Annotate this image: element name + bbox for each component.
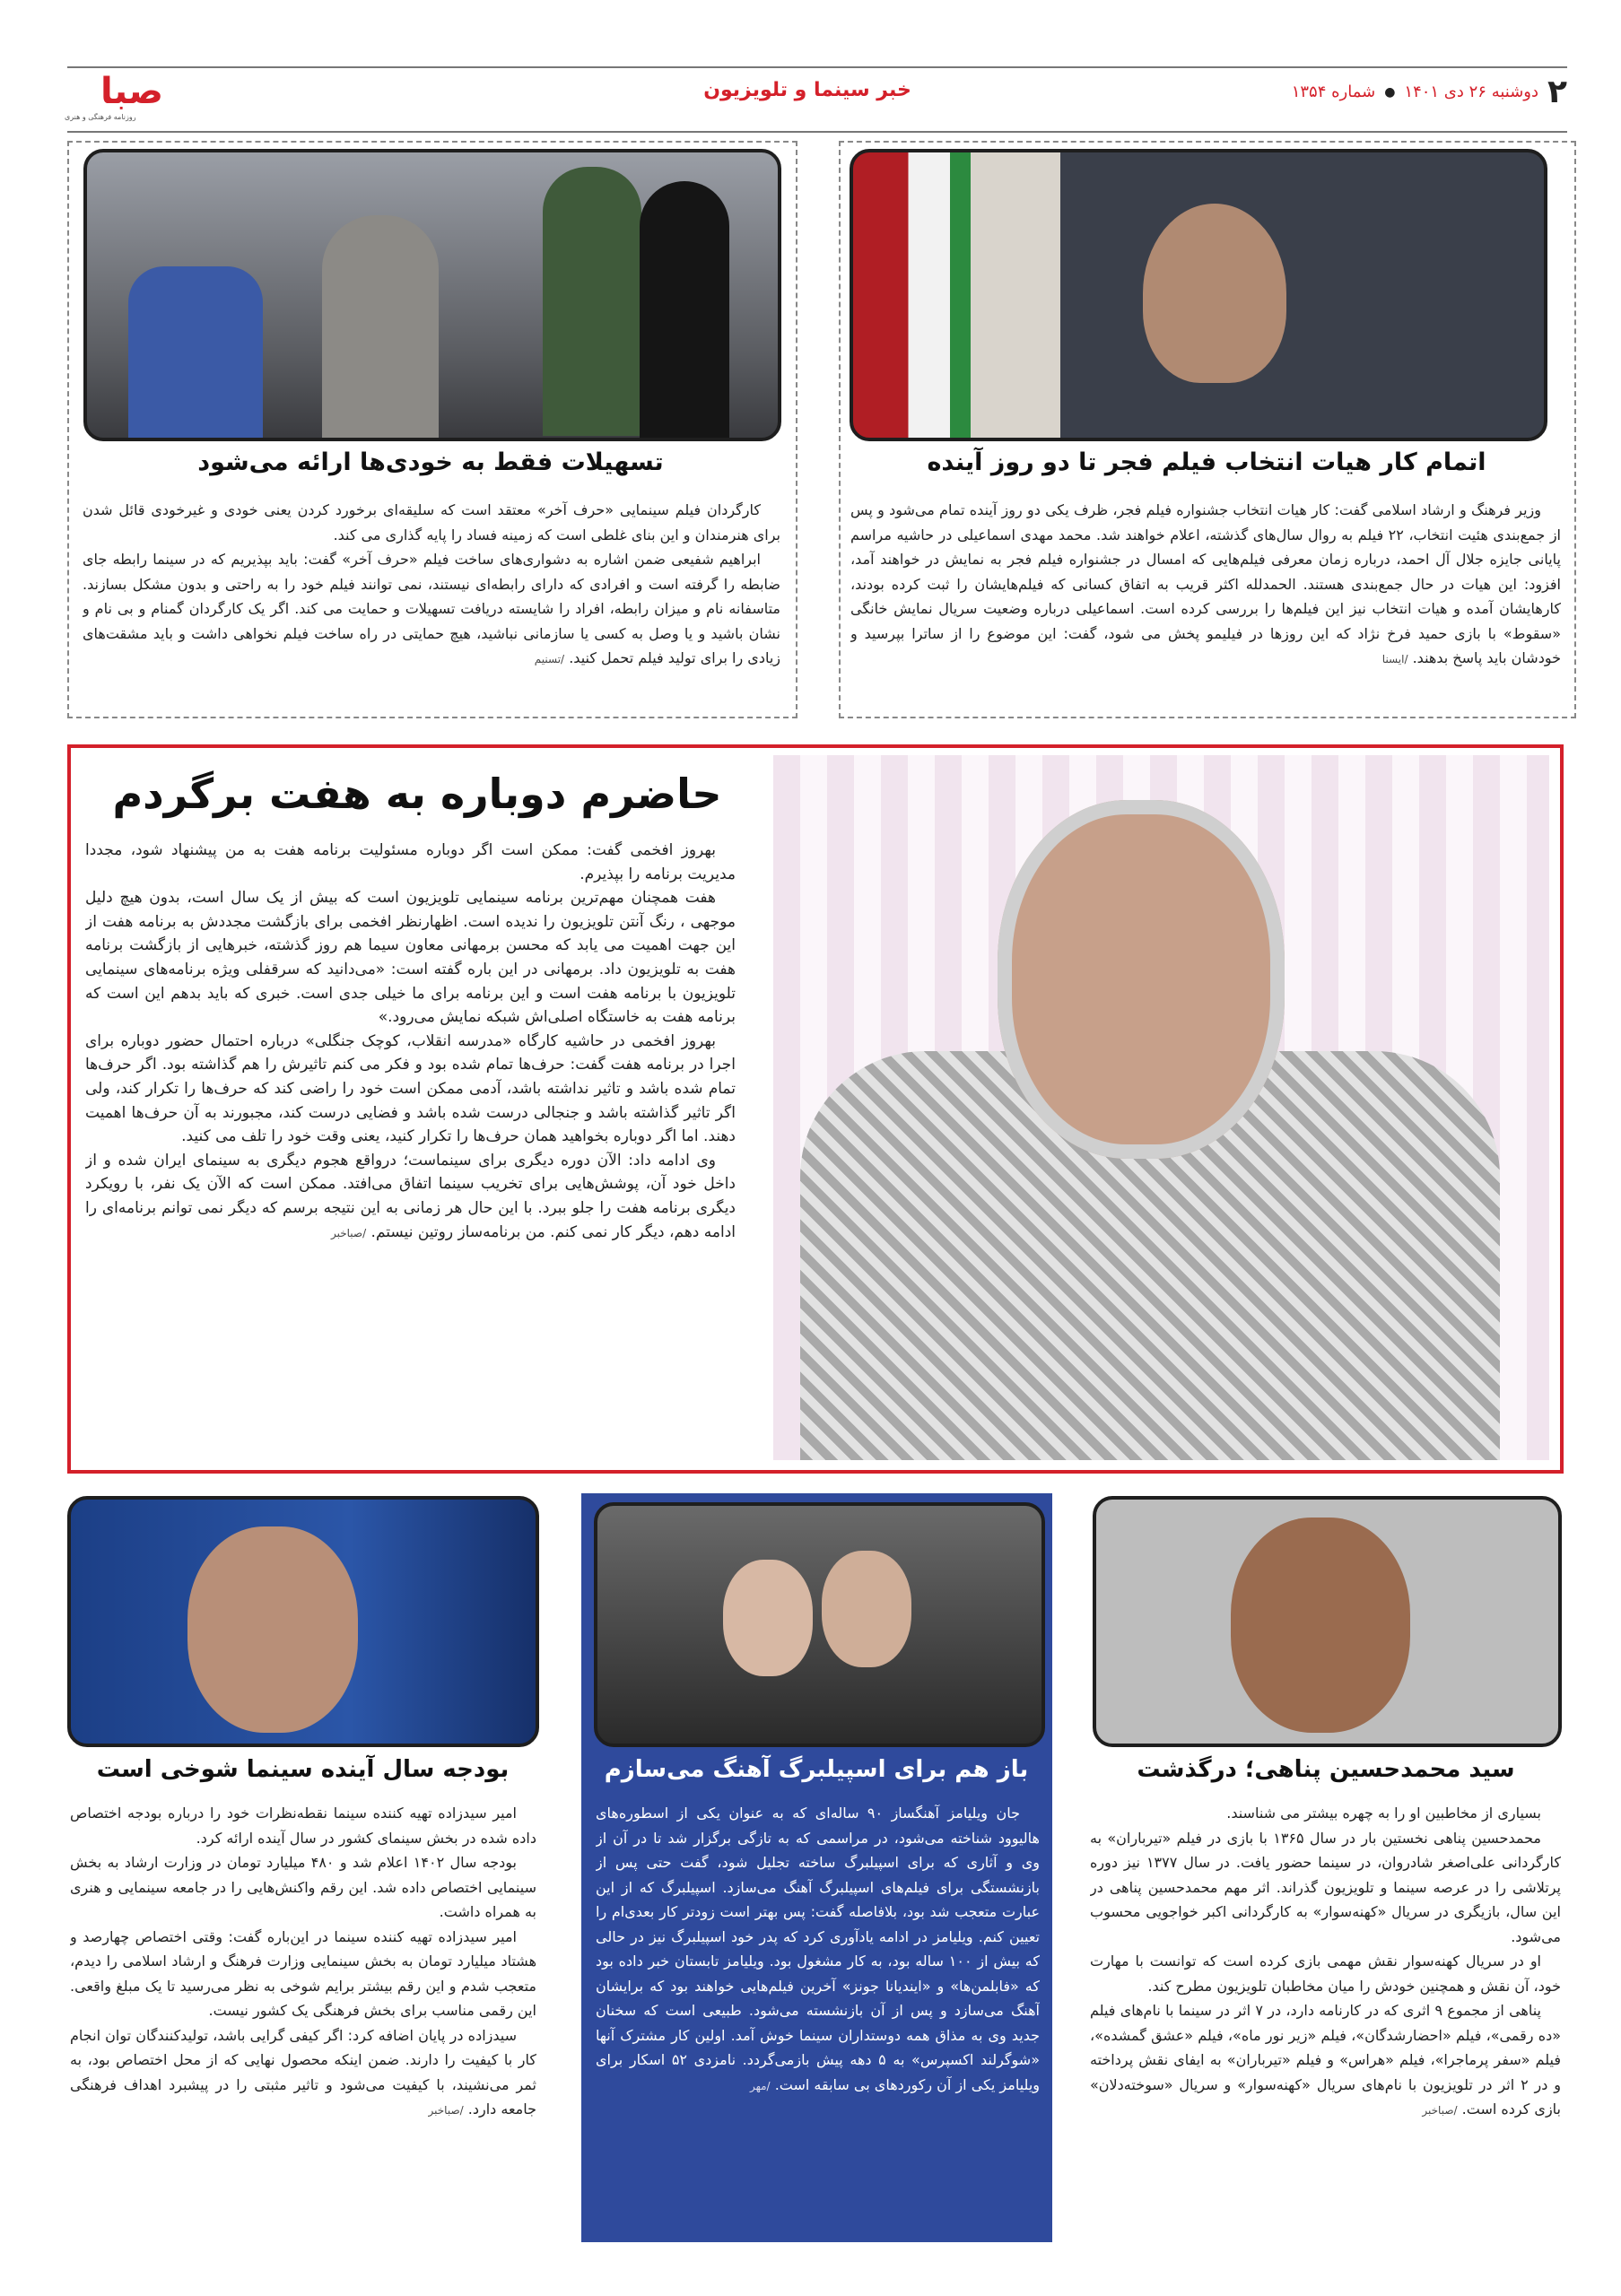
paragraph: بهروز افخمی گفت: ممکن است اگر دوباره مسئولیت برنامه هفت به من پیشنهاد شود، مجددا مدیریت برنامه را بپذیرم. [85, 841, 736, 883]
paragraph: بودجه سال ۱۴۰۲ اعلام شد و ۴۸۰ میلیارد تومان در وزارت ارشاد به بخش سینمایی اختصاص داده شد. این رقم واکنش‌هایی را در جامعه سینمایی و هنری به همراه داشت. [70, 1854, 536, 1920]
article-body-budget [70, 1801, 536, 2231]
source-label: /ایسنا [1381, 653, 1408, 665]
figure-shape [128, 266, 263, 441]
headline-williams: باز هم برای اسپیلبرگ آهنگ می‌سازم [604, 1756, 1029, 1783]
article-body-fajr [850, 498, 1561, 706]
face-shape [998, 800, 1285, 1159]
issue-number: شماره ۱۳۵۴ [1291, 83, 1376, 101]
face-shape [723, 1560, 813, 1676]
header-top-rule [67, 66, 1567, 68]
source-label: /صباخبر [330, 1226, 367, 1239]
paragraph: کارگردان فیلم سینمایی «حرف آخر» معتقد است که سلیقه‌ای برخورد کردن یعنی خودی و غیرخودی قائل شدن برای هنرمندان و این بنای غلطی است که زمینه فساد را پایه گذاری می کند. [83, 501, 780, 544]
figure-shape [322, 215, 439, 441]
paragraph: امیر سیدزاده تهیه کننده سینما نقطه‌نظرات خود را درباره بودجه اختصاص داده شده در بخش سینمای کشور در سال آینده ارائه کرد. [70, 1805, 536, 1847]
figure-shape [543, 167, 641, 436]
headline-budget: بودجه سال آینده سینما شوخی است [96, 1756, 510, 1783]
issue-info [1292, 74, 1567, 110]
face-shape [822, 1551, 911, 1667]
photo-film-scene [83, 149, 781, 441]
paragraph: وی ادامه داد: الآن دوره دیگری برای سینماست؛ درواقع هجوم دیگری به سینمای ایران شده و از داخل خود آن، پوشش‌هایی برای تخریب سینما اتفاق می‌افتد. ممکن است که الآن یک نفر، با رویکرد دیگری برنامه هفت را جلو ببرد. با این حال هر زمانی به این نتیجه برسم که دیگر نمی توانم برنامه‌ای را ادامه دهم، دیگر کار نمی کنم. من برنامه‌ساز روتین نیستم. [85, 1151, 736, 1241]
logo-subtitle: روزنامه فرهنگی و هنری [65, 113, 136, 121]
body-text: وزیر فرهنگ و ارشاد اسلامی گفت: کار هیات انتخاب جشنواره فیلم فجر، ظرف یکی دو روز آینده تمام می‌شود و پس از جمع‌بندی هئیت انتخاب، ۲۲ فیلم به روال سال‌های گذشته، اعلام خواهند شد. محمد مهدی اسماعیلی در حاشیه مراسم پایانی جایزه جلال آل احمد، درباره زمان معرفی فیلم‌هایی که امسال در جشنواره فیلم فجر به نمایش در خواهند آمد، افزود: این هیات در حال جمع‌بندی هستند. الحمدلله اکثر قریب به اتفاق کسانی که فیلم‌هایشان را ثبت کرده بودند، کارهایشان آمده و هیات انتخاب نیز این فیلم‌ها را بررسی کرده است. اسماعیلی درباره وضعیت سریال نمایش خانگی «سقوط» با بازی حمید فرخ نژاد که این روزها در فیلیمو پخش می شود، گفت: این موضوع را از ساترا بپرسید و خودشان باید پاسخ بدهند. [850, 501, 1561, 666]
issue-date: دوشنبه ۲۶ دی ۱۴۰۱ [1404, 83, 1539, 101]
paragraph: ابراهیم شفیعی ضمن اشاره به دشواری‌های ساخت فیلم «حرف آخر» گفت: باید بپذیریم که در سینما رابطه جای ضابطه را گرفته است و افرادی که دارای رابطه‌ای نیستند، نمی توانند فیلم خود را به راحتی و بدون مشکل بسازند. متاسفانه نام و میزان رابطه، افراد را شایسته دریافت تسهیلات و حمایت می کند. اگر یک کارگردان گمنام و بی نام و نشان باشید و یا وصل به کسی یا سازمانی نباشید، هیچ حمایتی در راه ساخت فیلم نخواهی داشت و باید مشقت‌های زیادی را برای تولید فیلم تحمل کنید. [83, 551, 780, 666]
face-shape [1231, 1518, 1410, 1733]
source-label: /صباخبر [428, 2104, 464, 2117]
logo-text: صبا [100, 71, 163, 112]
photo-seyedzadeh [67, 1496, 539, 1747]
article-body-panahi [1090, 1801, 1561, 2231]
source-label: /صباخبر [1422, 2104, 1458, 2117]
logo[interactable] [65, 70, 163, 127]
photo-afkhami [773, 755, 1549, 1460]
page-number: ۲ [1547, 74, 1567, 110]
bullet: ● [1384, 84, 1396, 100]
article-body-facilities [83, 498, 780, 706]
paragraph: بهروز افخمی در حاشیه کارگاه «مدرسه انقلاب، کوچک جنگلی» درباره احتمال حضور دوباره برای اجرا در برنامه هفت گفت: حرف‌ها تمام شده بود و فکر می کنم تاثیرش را هم گذاشته بود. اگر حرف‌ها تمام شده باشد و تاثیر نداشته باشد، آدمی ممکن است خود را راضی کند که حرف‌ها را تکرار کند، ولی اگر تاثیر گذاشته باشد و جنجالی درست شده باشد و فضایی درست کند، مجبورند به آن حرف‌ها اهمیت دهند. اما اگر دوباره بخواهید همان حرف‌ها را تکرار کنید، یعنی وقت خود را تلف می کنید. [85, 1031, 736, 1146]
section-title: خبر سینما و تلویزیون [703, 79, 911, 101]
headline-panahi: سید محمدحسین پناهی؛ درگذشت [1137, 1756, 1515, 1783]
figure-shape [640, 181, 729, 441]
headline-fajr: اتمام کار هیات انتخاب فیلم فجر تا دو روز آینده [927, 448, 1486, 476]
photo-williams-spielberg [594, 1502, 1045, 1747]
paragraph: سیدزاده در پایان اضافه کرد: اگر کیفی گرایی باشد، تولیدکنندگان توان انجام کار با کیفیت را دارند. ضمن اینکه محصول نهایی که از محل اختصاص بود، به ثمر می‌نشیند، با کیفیت می‌شود و تاثیر مثبتی را در پیشبرد اهداف فرهنگی جامعه دارد. [70, 2026, 536, 2118]
paragraph: پناهی از مجموع ۹ اثری که در کارنامه دارد، در ۷ اثر در سینما با نام‌های فیلم «ده رقمی»، فیلم «احضارشدگان»، فیلم «زیر نور ماه»، فیلم «عشق گمشده»، فیلم «سفر پرماجرا»، فیلم «هراس» و فیلم «تیرباران» به ایفای نقش پرداخته و در ۲ اثر در تلویزیون با نام‌های سریال «کهنه‌سوار» و سریال «سوخته‌دلان» بازی کرده است. [1090, 2002, 1561, 2118]
source-label: /مهر [749, 2079, 771, 2092]
article-body-williams [596, 1801, 1040, 2231]
headline-feature: حاضرم دوباره به هفت برگردم [112, 770, 722, 818]
headline-facilities: تسهیلات فقط به خودی‌ها ارائه می‌شود [197, 448, 664, 476]
paragraph: او در سریال کهنه‌سوار نقش مهمی بازی کرده است که توانست با مهارت خود، آن نقش و همچنین خودش را میان مخاطبان تلویزیون مطرح کند. [1090, 1952, 1561, 1995]
paragraph: هفت همچنان مهم‌ترین برنامه سینمایی تلویزیون است که بیش از یک سال است، بدون هیچ دلیل موجهی ، رنگ آنتن تلویزیون را ندیده است. اظهارنظر افخمی برای بازگشت مجددش به برنامه هفت از این جهت اهمیت می یابد که محسن برمهانی معاون سیما هم روز گذشته، خبرهایی از بازگشت برنامه هفت به تلویزیون داد. برمهانی در این باره گفته است: «می‌دانید که سرقفلی ویژه برنامه‌های سینمایی تلویزیون با برنامه هفت است و این برنامه برای ما خیلی جدی است. خبری که باید بدهم این است که برنامه هفت به خاستگاه اصلی‌اش شبکه نمایش می‌رود.» [85, 889, 736, 1027]
photo-minister [850, 149, 1547, 441]
paragraph: امیر سیدزاده تهیه کننده سینما در این‌باره گفت: وقتی اختصاص چهارصد و هشتاد میلیارد تومان به بخش سینمایی وزارت فرهنگ و ارشاد اسلامی را دیدم، متعجب شدم و این رقم بیشتر برایم شوخی به نظر می‌رسید تا یک مبلغ واقعی. این رقمی مناسب برای بخش فرهنگی یک کشور نیست. [70, 1927, 536, 2019]
source-label: /تسنیم [534, 653, 565, 665]
paragraph: محمدحسین پناهی نخستین بار در سال ۱۳۶۵ با بازی در فیلم «تیرباران» به کارگردانی علی‌اصغر شادروان، در سینما حضور یافت. در سال ۱۳۷۷ نیز دوره پرتلاشی را در عرصه سینما و تلویزیون گذراند. اثر مهم محمدحسین پناهی در این سال، بازیگری در سریال «کهنه‌سوار» به کارگردانی اکبر خواجویی محسوب می‌شود. [1090, 1829, 1561, 1945]
face-shape [187, 1526, 358, 1733]
article-body-feature [85, 839, 736, 1448]
photo-panahi [1093, 1496, 1562, 1747]
header-bottom-rule [67, 131, 1567, 133]
face-shape [1143, 204, 1286, 383]
paragraph: بسیاری از مخاطبین او را به چهره بیشتر می شناسند. [1226, 1805, 1541, 1822]
body-text: جان ویلیامز آهنگساز ۹۰ ساله‌ای که به عنوان یکی از اسطوره‌های هالیوود شناخته می‌شود، در مراسمی که به تازگی برگزار شد تا در آن از وی و آثاری که برای اسپیلبرگ ساخته تجلیل شود، گفت حتی پس از بازنشستگی برای فیلم‌های اسپیلبرگ آهنگ می‌سازد. اسپیلبرگ که از این عبارت متعجب شد بود، بلافاصله گفت: پس بهتر است زودتر کار بعدی‌ام را تعیین کنم. ویلیامز در ادامه یادآوری کرد که پدر خود اسپیلبرگ نیز در حالی که بیش از ۱۰۰ ساله بود، به کار مشغول بود. ویلیامز تابستان خبر داده بود که «فابلمن‌ها» و «ایندیانا جونز» آخرین فیلم‌هایی خواهند بود که برایشان آهنگ می‌سازد و پس از آن بازنشسته می‌شود. طبیعی است که سخنان جدید وی به مذاق همه دوستداران سینما خوش آمد. اولین کار مشترک آنها «شوگرلند اکسپرس» به ۵ دهه پیش بازمی‌گردد. نامزدی ۵۲ اسکار برای ویلیامز یکی از آن رکوردهای بی سابقه است. [596, 1805, 1040, 2093]
